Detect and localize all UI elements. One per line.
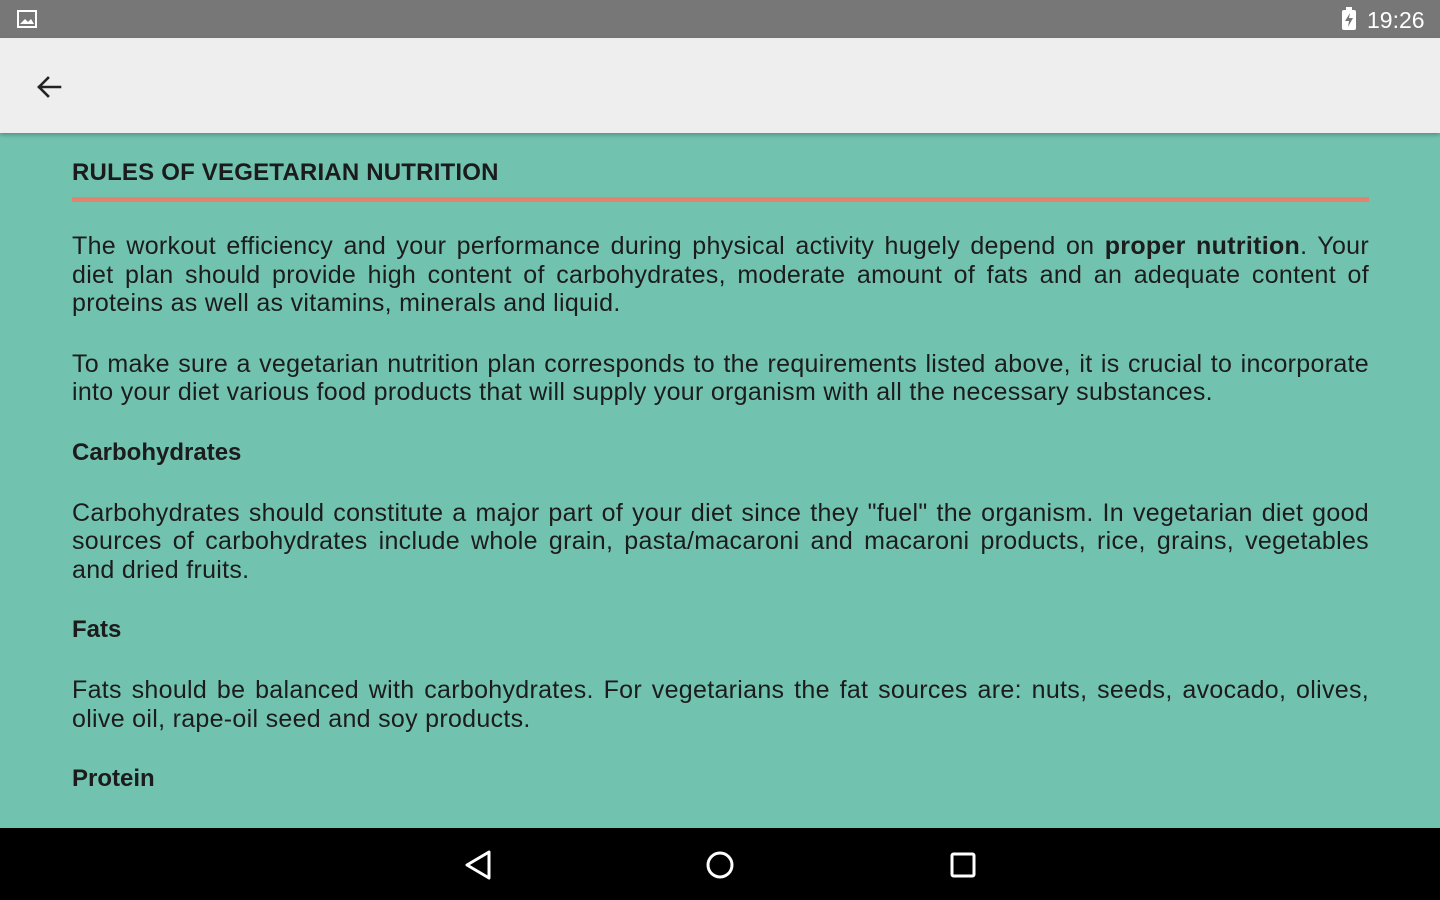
nav-back-button[interactable] (456, 842, 502, 888)
page-title: RULES OF VEGETARIAN NUTRITION (72, 159, 499, 186)
section-heading-fats: Fats (72, 616, 122, 643)
app-bar (0, 38, 1440, 133)
nav-home-button[interactable] (697, 842, 743, 888)
status-bar (0, 0, 1440, 38)
battery-icon (1341, 7, 1357, 31)
article-content[interactable] (72, 135, 1369, 828)
intro-text-end: . Your diet plan should provide high content of carbohydrates, moderate amount of fats and an adequate content of proteins as well as vitamins, minerals and liquid. (72, 232, 1369, 317)
intro-paragraph (72, 232, 1369, 318)
section-heading-protein: Protein (72, 765, 155, 792)
section-heading-carbohydrates: Carbohydrates (72, 438, 242, 466)
intro-bold-text: proper nutrition (1104, 232, 1301, 260)
section-text-carbohydrates: Carbohydrates should constitute a major part of your diet since they "fuel" the organism. In vegetarian diet good sources of carbohydrates include whole grain, pasta/macaroni and macaroni products, rice, grains, vegetables and dried fruits. (72, 498, 1369, 584)
nav-recents-button[interactable] (940, 842, 986, 888)
navigation-bar (0, 828, 1440, 900)
paragraph-requirements: To make sure a vegetarian nutrition plan corresponds to the requirements listed above, it is crucial to incorporate into your diet various food products that will supply your organism with all the necessary substances. (72, 349, 1369, 406)
status-time: 19:26 (1367, 7, 1425, 33)
intro-text-start: The workout efficiency and your performance during physical activity hugely depend on (72, 232, 1105, 260)
image-icon (17, 10, 37, 28)
section-text-fats: Fats should be balanced with carbohydrates. For vegetarians the fat sources are: nuts, seeds, avocado, olives, olive oil, rape-oil seed and soy products. (72, 676, 1369, 733)
back-button[interactable] (22, 60, 76, 114)
title-divider (72, 197, 1369, 202)
